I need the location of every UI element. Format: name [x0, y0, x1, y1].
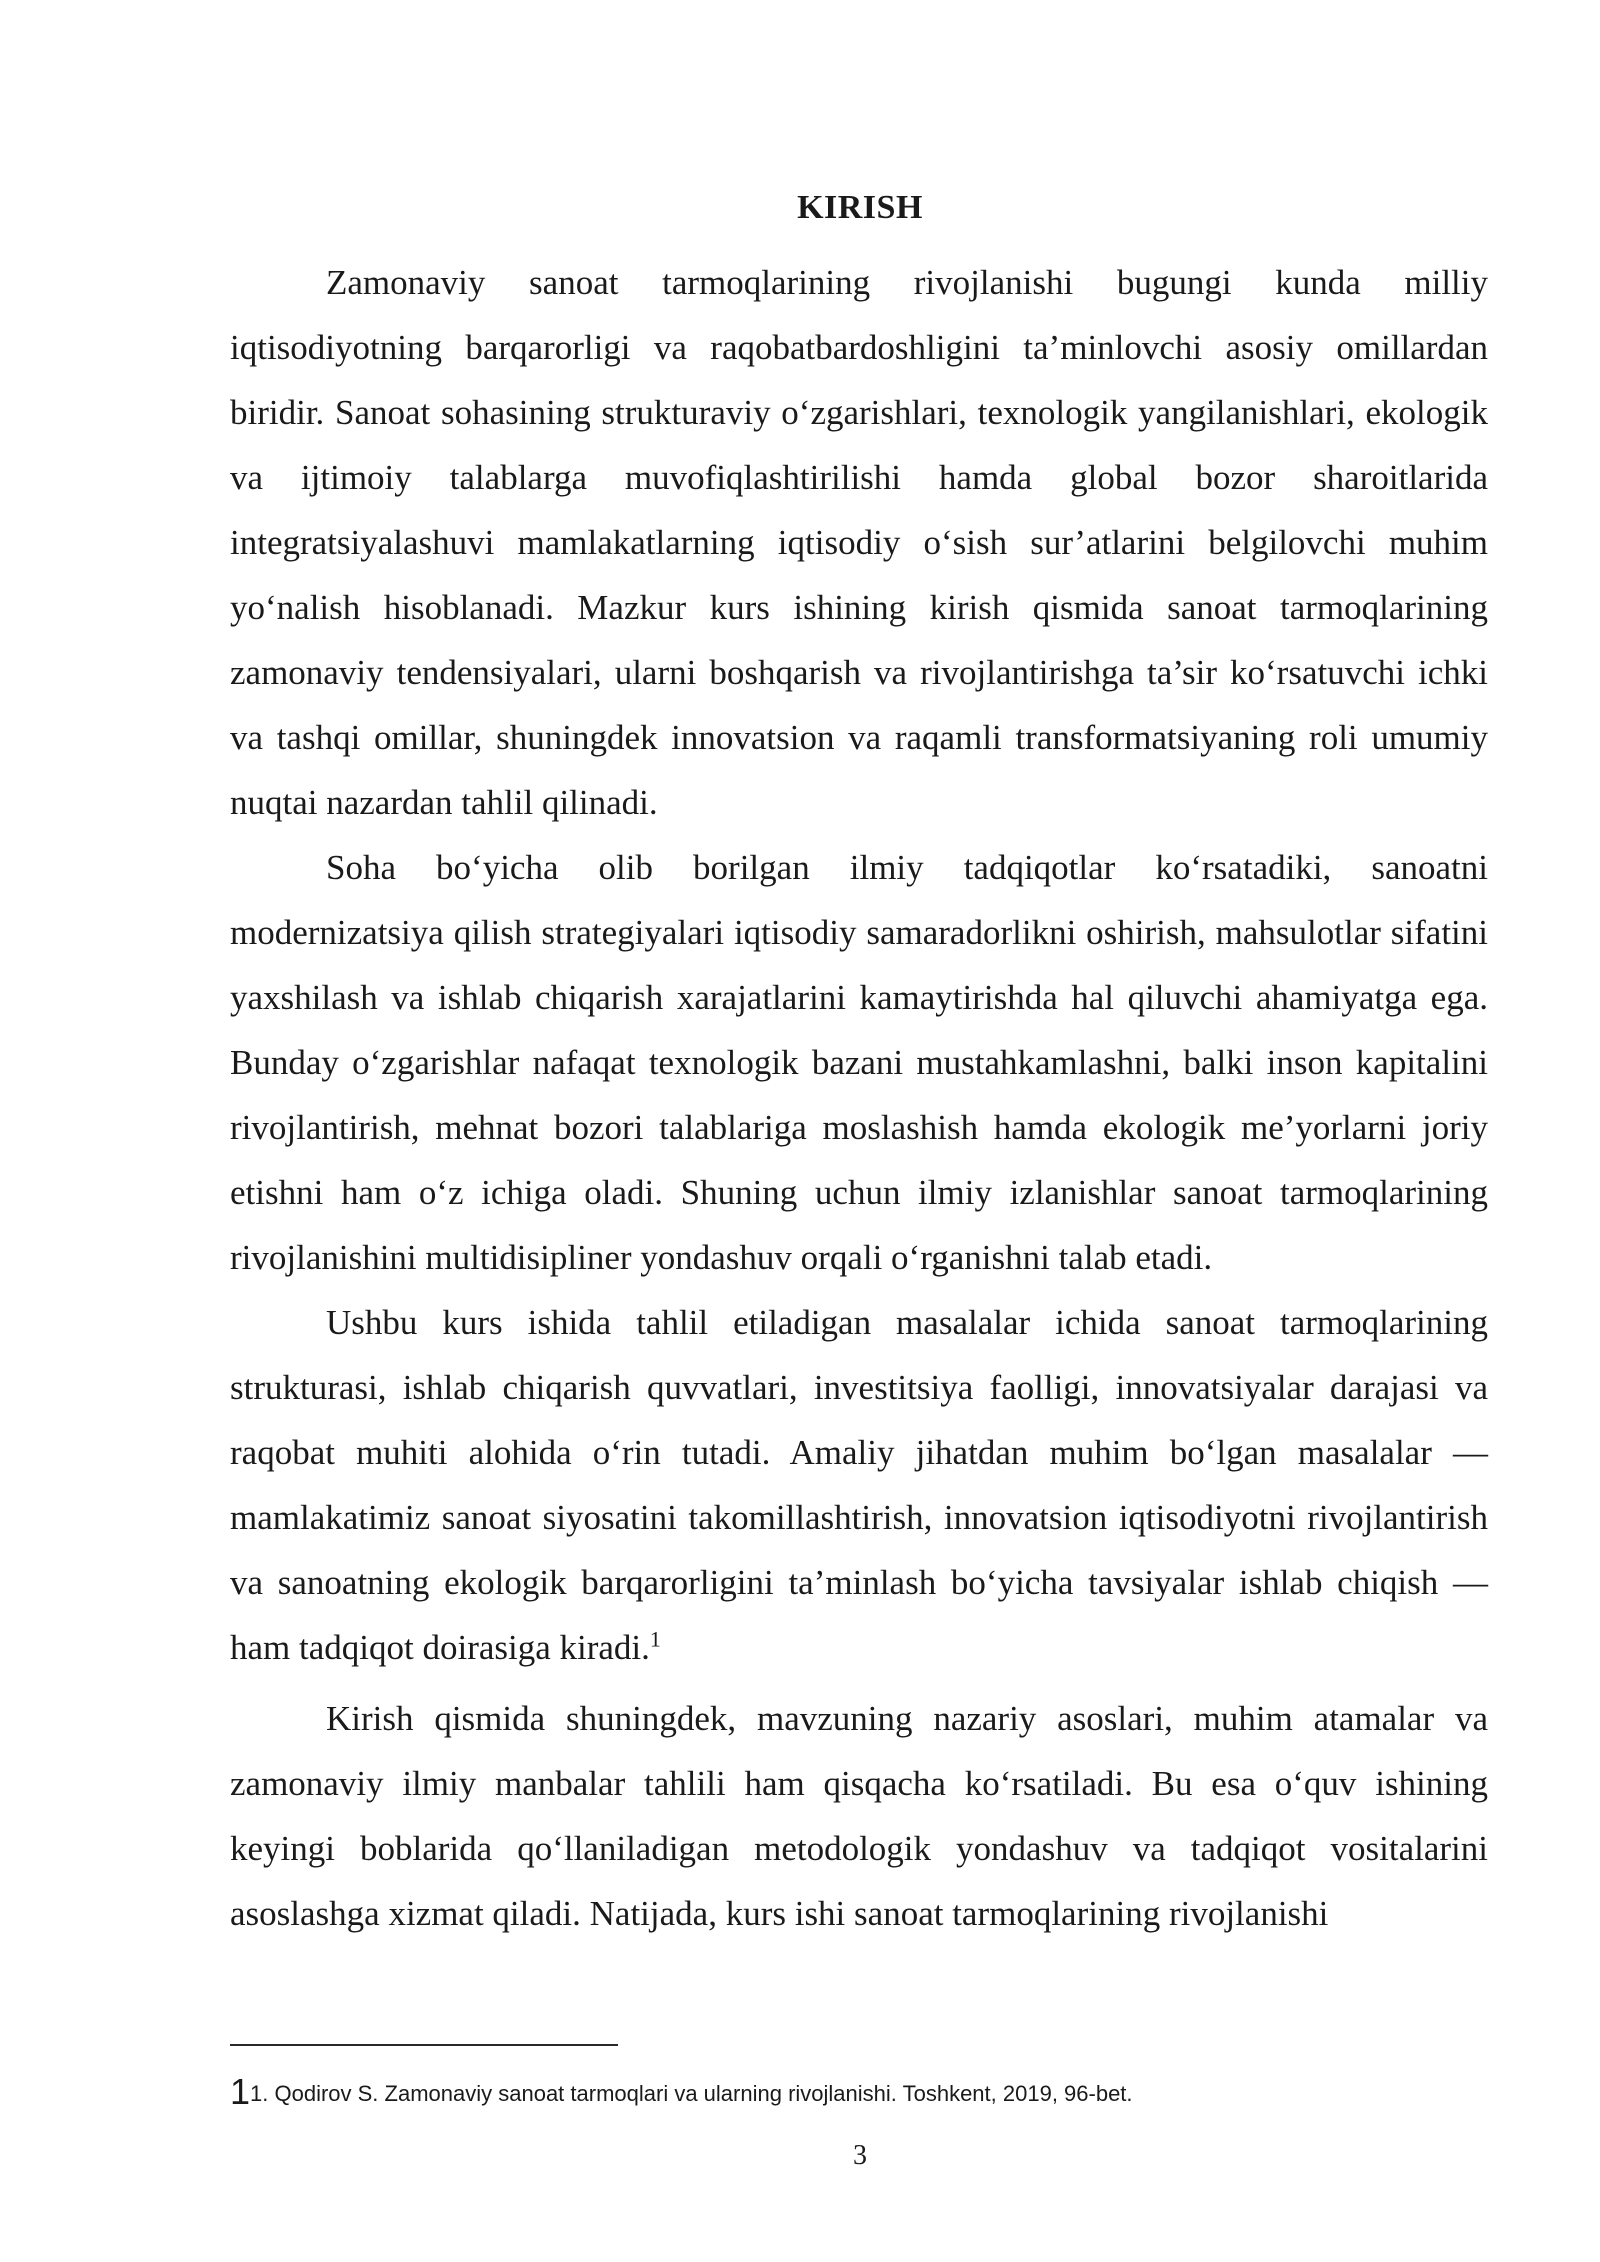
- footnote-text: 1. Qodirov S. Zamonaviy sanoat tarmoqlari va ularning rivojlanishi. Toshkent, 2019, 96-bet.: [250, 2081, 1133, 2106]
- footnote: [230, 2071, 1488, 2112]
- paragraph-4: Kirish qismida shuningdek, mavzuning nazariy asoslari, muhim atamalar va zamonaviy ilmiy manbalar tahlili ham qisqacha ko‘rsatiladi. Bu esa o‘quv ishining keyingi boblarida qo‘llaniladigan metodologik yondashuv va tadqiqot vositalarini asoslashga xizmat qiladi. Natijada, kurs ishi sanoat tarmoqlarining rivojlanishi: [230, 1699, 1488, 1933]
- body-text: [230, 250, 1488, 1946]
- paragraph-1: Zamonaviy sanoat tarmoqlarining rivojlanishi bugungi kunda milliy iqtisodiyotning barqarorligi va raqobatbardoshligini ta’minlovchi asosiy omillardan biridir. Sanoat sohasining strukturaviy o‘zgarishlari, texnologik yangilanishlari, ekologik va ijtimoiy talablarga muvofiqlashtirilishi hamda global bozor sharoitlarida integratsiyalashuvi mamlakatlarning iqtisodiy o‘sish sur’atlarini belgilovchi muhim yo‘nalish hisoblanadi. Mazkur kurs ishining kirish qismida sanoat tarmoqlarining zamonaviy tendensiyalari, ularni boshqarish va rivojlantirishga ta’sir ko‘rsatuvchi ichki va tashqi omillar, shuningdek innovatsion va raqamli transformatsiyaning roli umumiy nuqtai nazardan tahlil qilinadi.: [230, 263, 1488, 822]
- paragraph-2: Soha bo‘yicha olib borilgan ilmiy tadqiqotlar ko‘rsatadiki, sanoatni modernizatsiya qilish strategiyalari iqtisodiy samaradorlikni oshirish, mahsulotlar sifatini yaxshilash va ishlab chiqarish xarajatlarini kamaytirishda hal qiluvchi ahamiyatga ega. Bunday o‘zgarishlar nafaqat texnologik bazani mustahkamlashni, balki inson kapitalini rivojlantirish, mehnat bozori talablariga moslashish hamda ekologik me’yorlarni joriy etishni ham o‘z ichiga oladi. Shuning uchun ilmiy izlanishlar sanoat tarmoqlarining rivojlanishini multidisipliner yondashuv orqali o‘rganishni talab etadi.: [230, 848, 1488, 1277]
- footnote-reference[interactable]: 1: [649, 1626, 661, 1652]
- paragraph-3: [230, 1290, 1488, 1680]
- footnote-number: 1: [230, 2071, 251, 2112]
- footnote-separator: [230, 2044, 618, 2046]
- page-number: 3: [853, 2140, 867, 2171]
- paragraph-3-text: Ushbu kurs ishida tahlil etiladigan masalalar ichida sanoat tarmoqlarining strukturasi, ishlab chiqarish quvvatlari, investitsiya faolligi, innovatsiyalar darajasi va raqobat muhiti alohida o‘rin tutadi. Amaliy jihatdan muhim bo‘lgan masalalar — mamlakatimiz sanoat siyosatini takomillashtirish, innovatsion iqtisodiyotni rivojlantirish va sanoatning ekologik barqarorligini ta’minlash bo‘yicha tavsiyalar ishlab chiqish — ham tadqiqot doirasiga kiradi.: [230, 1303, 1488, 1667]
- section-title: KIRISH: [797, 189, 923, 226]
